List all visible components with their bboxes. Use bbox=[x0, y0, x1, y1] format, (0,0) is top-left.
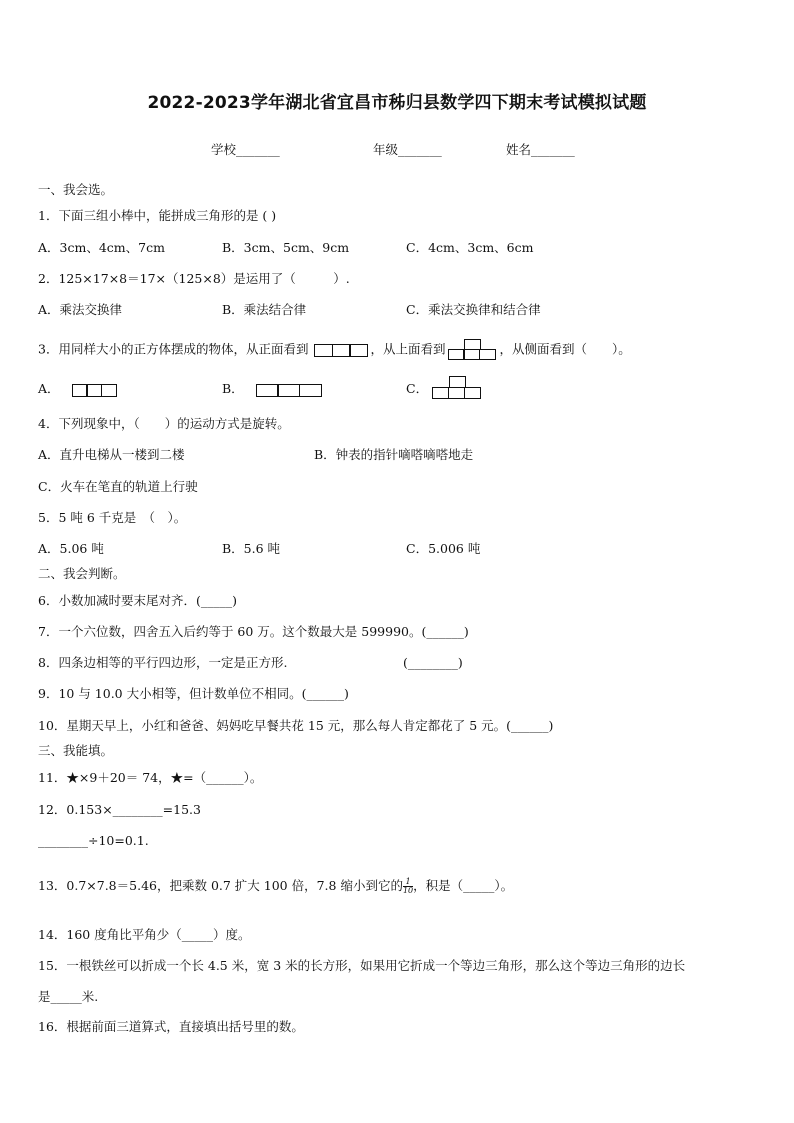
section-heading: 三、我能填。 bbox=[38, 743, 114, 758]
section-heading: 一、我会选。 bbox=[38, 182, 114, 197]
answer-blank: (________) bbox=[403, 655, 463, 670]
question-14: 14．160 度角比平角少（_____）度。 bbox=[38, 927, 251, 942]
question-7: 7．一个六位数，四舍五入后约等于 60 万。这个数最大是 599990。(______) bbox=[38, 624, 469, 639]
option-a bbox=[38, 381, 117, 398]
top-view-figure bbox=[449, 339, 499, 361]
question-9: 9．10 与 10.0 大小相等，但计数单位不相同。(______) bbox=[38, 686, 349, 701]
question-3-text: 3．用同样大小的正方体摆成的物体，从正面看到 bbox=[38, 341, 309, 357]
question-3-text: ，从上面看到 bbox=[370, 341, 446, 357]
option-b: B．乘法结合律 bbox=[222, 302, 307, 317]
option-c: C．乘法交换律和结合律 bbox=[406, 302, 541, 317]
section-heading: 二、我会判断。 bbox=[38, 566, 126, 581]
question-11: 11．★×9＋20＝ 74，★=（______）。 bbox=[38, 770, 263, 785]
school-field: 学校_______ bbox=[211, 142, 280, 157]
question-13-text: ，积是（_____）。 bbox=[413, 878, 514, 893]
question-6: 6．小数加减时要末尾对齐．(_____) bbox=[38, 593, 237, 608]
question-10: 10．星期天早上，小红和爸爸、妈妈吃早餐共花 15 元，那么每人肯定都花了 5 元。(______) bbox=[38, 718, 554, 733]
question-2: 2．125×17×8＝17×（125×8）是运用了（ ）. bbox=[38, 271, 350, 286]
fraction-numerator: 1 bbox=[403, 878, 413, 887]
front-view-figure bbox=[314, 342, 368, 358]
option-c-figure bbox=[433, 376, 485, 400]
option-a: A．5.06 吨 bbox=[38, 541, 104, 556]
question-16: 16．根据前面三道算式，直接填出括号里的数。 bbox=[38, 1019, 304, 1034]
question-3 bbox=[38, 339, 631, 361]
option-c bbox=[406, 381, 428, 397]
option-c: C．4cm、3cm、6cm bbox=[406, 240, 534, 255]
question-3-text: ，从侧面看到（ ）。 bbox=[499, 341, 631, 357]
option-b bbox=[222, 381, 322, 398]
option-c: C．5.006 吨 bbox=[406, 541, 481, 556]
name-field: 姓名_______ bbox=[506, 142, 575, 157]
page-title: 2022-2023学年湖北省宜昌市秭归县数学四下期末考试模拟试题 bbox=[147, 93, 647, 113]
question-15-line-2: 是_____米. bbox=[38, 989, 99, 1004]
question-15: 15．一根铁丝可以折成一个长 4.5 米，宽 3 米的长方形，如果用它折成一个等边三角形，那么这个等边三角形的边长 bbox=[38, 958, 686, 973]
option-b: B．钟表的指针嘀嗒嘀嗒地走 bbox=[314, 447, 474, 462]
question-8: 8．四条边相等的平行四边形，一定是正方形. bbox=[38, 655, 288, 670]
option-a-figure bbox=[72, 382, 117, 398]
option-a: A．乘法交换律 bbox=[38, 302, 123, 317]
fraction-denominator: 10 bbox=[402, 886, 414, 895]
option-b-label: B． bbox=[222, 381, 244, 396]
option-a: A．直升电梯从一楼到二楼 bbox=[38, 447, 185, 462]
fraction bbox=[403, 878, 413, 895]
question-4: 4．下列现象中，（ ）的运动方式是旋转。 bbox=[38, 416, 290, 431]
question-1: 1．下面三组小棒中，能拼成三角形的是 ( ) bbox=[38, 208, 277, 223]
question-12: 12．0.153×________=15.3 bbox=[38, 802, 201, 817]
option-c-label: C． bbox=[406, 381, 429, 396]
option-c: C．火车在笔直的轨道上行驶 bbox=[38, 479, 198, 494]
question-13 bbox=[38, 878, 513, 895]
question-12-line-2: ________÷10=0.1. bbox=[38, 833, 149, 848]
question-5: 5．5 吨 6 千克是 （ ）。 bbox=[38, 510, 187, 525]
option-a-label: A． bbox=[38, 381, 60, 396]
option-b: B．3cm、5cm、9cm bbox=[222, 240, 350, 255]
option-a: A．3cm、4cm、7cm bbox=[38, 240, 165, 255]
grade-field: 年级_______ bbox=[373, 142, 442, 157]
option-b-figure bbox=[256, 382, 322, 398]
question-13-text: 13．0.7×7.8＝5.46，把乘数 0.7 扩大 100 倍，7.8 缩小到它的 bbox=[38, 878, 403, 893]
option-b: B．5.6 吨 bbox=[222, 541, 281, 556]
